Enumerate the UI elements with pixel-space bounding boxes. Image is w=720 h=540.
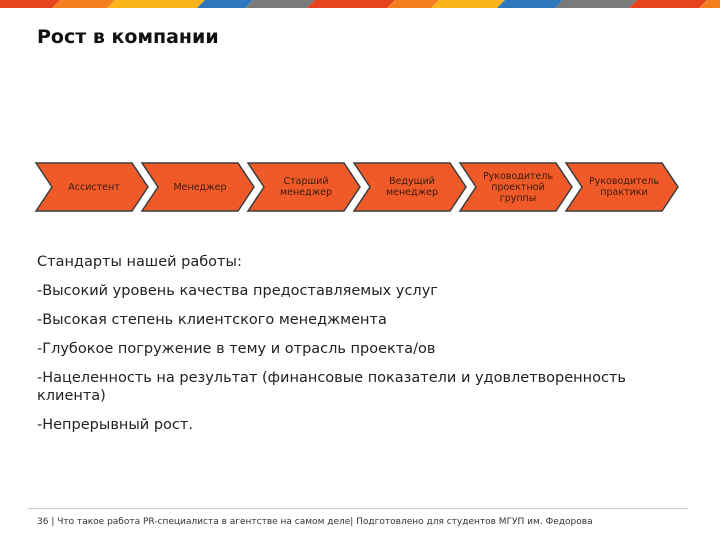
standards-list — [37, 253, 687, 445]
footer-divider — [28, 508, 688, 509]
top-bar-stripe — [497, 0, 563, 8]
chevron-stage-label: Руководитель проектной группы — [482, 170, 554, 204]
top-bar-stripe — [52, 0, 115, 8]
top-bar-stripe — [0, 0, 60, 8]
chevron-stage-label: Менеджер — [173, 181, 227, 193]
top-bar-stripe — [107, 0, 205, 8]
top-bar-stripe — [387, 0, 439, 8]
chevron-stage-label: Ассистент — [68, 181, 120, 193]
top-bar-stripe — [307, 0, 395, 8]
chevron-stage-label: Руководитель практики — [588, 176, 660, 198]
top-bar-stripe — [197, 0, 253, 8]
top-decoration-bar — [0, 0, 720, 8]
standards-item: -Глубокое погружение в тему и отрасль проекта/ов — [37, 341, 436, 357]
slide-footer: 36 | Что такое работа PR-специалиста в агентстве на самом деле| Подготовлено для студентов МГУП им. Федорова — [37, 517, 593, 527]
standards-item: -Нацеленность на результат (финансовые показатели и удовлетворенность клиента) — [37, 370, 626, 404]
top-bar-stripe — [431, 0, 505, 8]
standards-item: -Непрерывный рост. — [37, 417, 193, 433]
slide-title: Рост в компании — [37, 26, 219, 48]
top-bar-stripe — [629, 0, 707, 8]
top-bar-stripe — [245, 0, 315, 8]
chevron-stage-label: Старший менеджер — [279, 176, 333, 198]
standards-heading: Стандарты нашей работы: — [37, 254, 242, 270]
top-bar-stripe — [555, 0, 637, 8]
career-path-chevrons — [0, 155, 720, 225]
chevron-stage-label: Ведущий менеджер — [385, 176, 439, 198]
standards-item: -Высокий уровень качества предоставляемых услуг — [37, 283, 438, 299]
standards-item: -Высокая степень клиентского менеджмента — [37, 312, 387, 328]
